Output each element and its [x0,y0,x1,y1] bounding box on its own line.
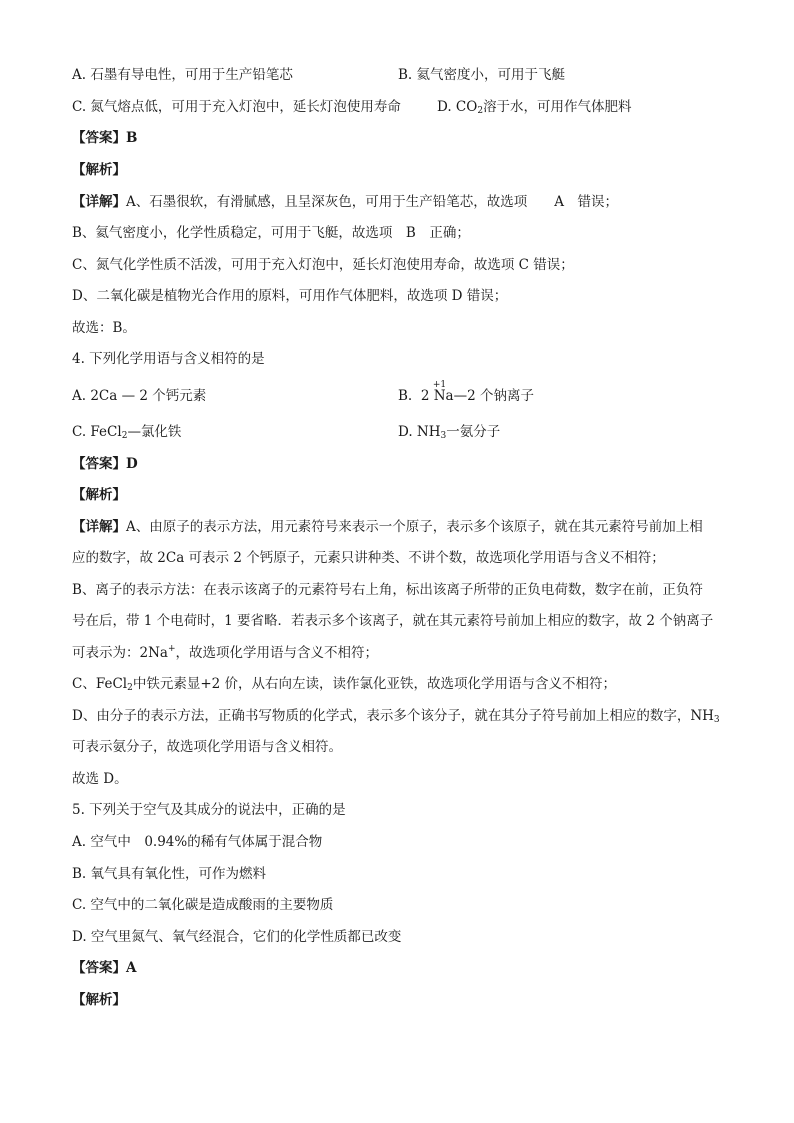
q3-conclusion: 故选：B。 [72,320,136,336]
q5-analysis-heading: 【解析】 [72,992,126,1008]
q4-option-d: D. $NH_3$一氨分子 [398,424,501,441]
q5-option-d: D. 空气里氮气、氧气经混合，它们的化学性质都已改变 [72,929,402,945]
q4-detail-d-1: D、由分子的表示方法，正确书写物质的化学式，表示多个该分子，就在其分子符号前加上相应的数字，$NH_3$ [72,708,720,725]
q4-option-b-symbol: +1 2 Na [420,380,454,404]
q4-detail-c: C、FeCl$_2$中铁元素显+2 价，从右向左读，读作氯化亚铁，故选项化学用语与含义不相符； [72,676,617,693]
q4-option-b: B. +1 2 Na—2 个钠离子 [398,380,534,404]
q3-answer: 【答案】B [72,130,138,146]
q5-option-b: B. 氧气具有氧化性，可作为燃料 [72,866,267,882]
q4-conclusion: 故选 D。 [72,771,128,787]
q4-detail-b-2: 号在后，带 1 个电荷时，1 要省略．若表示多个该离子，就在其元素符号前加上相应的数字，故 2 个钠离子 [72,613,714,629]
q4-option-c: C. FeCl$_2$—氯化铁 [72,424,182,441]
q5-option-a: A. 空气中 0.94%的稀有气体属于混合物 [72,834,323,850]
q3-detail-c: C、氮气化学性质不活泼，可用于充入灯泡中，延长灯泡使用寿命，故选项 C 错误； [72,257,574,273]
q5-option-c: C. 空气中的二氧化碳是造成酸雨的主要物质 [72,897,334,913]
q3-detail-a: 【详解】A、石墨很软，有滑腻感，且呈深灰色，可用于生产铅笔芯，故选项 A 错误； [72,194,618,210]
q3-option-b: B. 氦气密度小，可用于飞艇 [398,67,566,83]
q5-stem: 5. 下列关于空气及其成分的说法中，正确的是 [72,802,346,818]
q5-answer: 【答案】A [72,960,137,976]
q3-option-d: D. $CO_2$溶于水，可用作气体肥料 [437,99,632,116]
q4-detail-a-1: 【详解】A、由原子的表示方法，用元素符号来表示一个原子，表示多个该原子，就在其元素符号前加上相 [72,519,703,535]
q4-stem: 4. 下列化学用语与含义相符的是 [72,351,265,367]
q4-detail-b-3: 可表示为：2Na+，故选项化学用语与含义不相符； [72,644,378,661]
q4-detail-a-2: 应的数字，故 2Ca 可表示 2 个钙原子，元素只讲种类、不讲个数，故选项化学用语与含义不相符； [72,550,665,566]
q3-analysis-heading: 【解析】 [72,162,126,178]
q4-option-a: A. 2Ca — 2 个钙元素 [72,388,207,404]
q4-detail-d-2: 可表示氨分子，故选项化学用语与含义相符。 [72,739,342,755]
q3-detail-b: B、氦气密度小，化学性质稳定，可用于飞艇，故选项 B 正确； [72,225,470,241]
q3-option-c: C. 氮气熔点低，可用于充入灯泡中，延长灯泡使用寿命 [72,99,401,115]
q3-option-a: A. 石墨有导电性，可用于生产铅笔芯 [72,67,293,83]
q3-detail-d: D、二氧化碳是植物光合作用的原料，可用作气体肥料，故选项 D 错误； [72,288,508,304]
q4-analysis-heading: 【解析】 [72,487,126,503]
q4-detail-b-1: B、离子的表示方法：在表示该离子的元素符号右上角，标出该离子所带的正负电荷数，数字在前，正负符 [72,582,703,598]
q4-answer: 【答案】D [72,456,138,472]
